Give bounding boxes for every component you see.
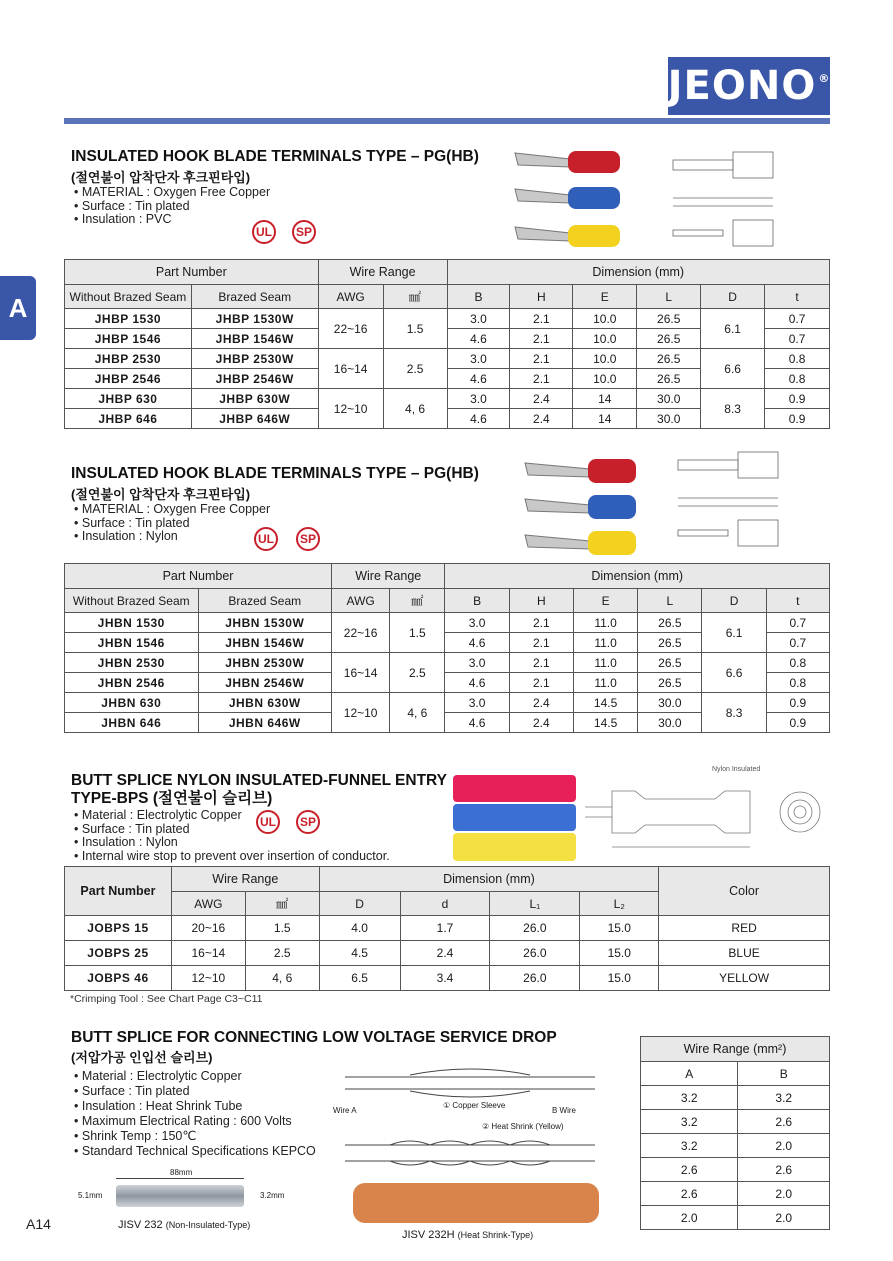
butt-splice-drawing (580, 775, 830, 855)
diameter-label-left: 5.1mm (78, 1191, 103, 1200)
wire-range-table: Wire Range (mm²) A B 3.2 3.2 3.2 2.6 3.2 2.0 2.6 2.6 2.6 2.0 2.0 2.0 (640, 1036, 830, 1230)
hook-terminal-photos (510, 145, 630, 255)
jisv232-caption: JISV 232 (Non-Insulated-Type) (118, 1219, 251, 1231)
section1-table: Part Number Wire Range Dimension (mm) Without Brazed Seam Brazed Seam AWG ㎟ B H E L D t JHBP 1530 JHBP 1530W 22~16 1.5 3.0 2.1 10.0 26.5 6.1 0.7 JHBP 1546 JHBP 1546W 4.6 2.1 10.0 26.5 0.7 JHBP 2530 JHBP 2530W 16~14 2.5 3.0 2.1 10.0 26.5 6.6 0.8 JHBP 2546 JHBP 2546W 4.6 2.1 10.0 26.5 0.8 JHBP 630 JHBP 630W 12~10 4, 6 3.0 2.4 14 30.0 8.3 0.9 JHBP 646 JHBP 646W 4.6 2.4 14 30.0 0.9 (64, 259, 830, 429)
section3-table: Part Number Wire Range Dimension (mm) Color AWG ㎟ D d L₁ L₂ JOBPS 15 20~16 1.5 4.0 1.7 26.0 15.0 RED JOBPS 25 16~14 2.5 4.5 2.4 26.0 15.0 BLUE JOBPS 46 12~10 4, 6 6.5 3.4 26.0 15.0 YELLOW (64, 866, 830, 991)
section2-specs: • MATERIAL : Oxygen Free Copper • Surface : Tin plated • Insulation : Nylon (74, 503, 270, 544)
section2-table: Part Number Wire Range Dimension (mm) Without Brazed Seam Brazed Seam AWG ㎟ B H E L D t JHBN 1530 JHBN 1530W 22~16 1.5 3.0 2.1 11.0 26.5 6.1 0.7 JHBN 1546 JHBN 1546W 4.6 2.1 11.0 26.5 0.7 JHBN 2530 JHBN 2530W 16~14 2.5 3.0 2.1 11.0 26.5 6.6 0.8 JHBN 2546 JHBN 2546W 4.6 2.1 11.0 26.5 0.8 JHBN 630 JHBN 630W 12~10 4, 6 3.0 2.4 14.5 30.0 8.3 0.9 JHBN 646 JHBN 646W 4.6 2.4 14.5 30.0 0.9 (64, 563, 830, 733)
section4-title: BUTT SPLICE FOR CONNECTING LOW VOLTAGE SERVICE DROP (71, 1029, 557, 1046)
table-row: 2.0 2.0 (641, 1206, 830, 1230)
table-row: 2.6 2.6 (641, 1158, 830, 1182)
ul-cert-icon: UL (254, 527, 278, 551)
terminal-yellow (515, 225, 620, 247)
heat-shrink-photo (353, 1183, 599, 1223)
csa-cert-icon: SP (296, 527, 320, 551)
crimping-tool-note: *Crimping Tool : See Chart Page C3~C11 (70, 993, 263, 1005)
hook-terminal-photos (520, 455, 640, 560)
hook-terminal-drawing (670, 440, 800, 555)
service-drop-diagram (330, 1065, 610, 1180)
csa-cert-icon: SP (296, 810, 320, 834)
table-row: JOBPS 46 12~10 4, 6 6.5 3.4 26.0 15.0 YELLOW (65, 966, 830, 991)
page-number: A14 (26, 1216, 51, 1232)
section-tab: A (0, 276, 36, 340)
csa-cert-icon: SP (292, 220, 316, 244)
terminal-blue (515, 187, 620, 209)
section1-korean: (절연불이 압착단자 후크핀타입) (71, 170, 251, 185)
butt-splice-photos (453, 775, 576, 863)
table-row: JHBP 1530 JHBP 1530W 22~16 1.5 3.0 2.1 10.0 26.5 6.1 0.7 (65, 309, 830, 329)
section3-specs: • Material : Electrolytic Copper • Surface : Tin plated • Insulation : Nylon • Internal wire stop to prevent over insertion of conductor. (74, 809, 390, 863)
section1-specs: • MATERIAL : Oxygen Free Copper • Surface : Tin plated • Insulation : PVC (74, 186, 270, 227)
table-row: JHBN 1530 JHBN 1530W 22~16 1.5 3.0 2.1 11.0 26.5 6.1 0.7 (65, 613, 830, 633)
table-row: 3.2 2.6 (641, 1110, 830, 1134)
section1-title: INSULATED HOOK BLADE TERMINALS TYPE – PG(HB) (71, 148, 479, 165)
section4-korean: (저압가공 인입선 슬리브) (71, 1050, 213, 1065)
diameter-label-right: 3.2mm (260, 1191, 285, 1200)
table-row: JHBN 2530 JHBN 2530W 16~14 2.5 3.0 2.1 11.0 26.5 6.6 0.8 (65, 653, 830, 673)
section4-specs: • Material : Electrolytic Copper • Surface : Tin plated • Insulation : Heat Shrink Tube • Maximum Electrical Rating : 600 Volts • Shrink Temp : 150℃ • Standard Technical Specifications KEPCO (74, 1069, 316, 1159)
ul-cert-icon: UL (252, 220, 276, 244)
wire-b-label: B Wire (552, 1106, 576, 1115)
heat-shrink-label: ② Heat Shrink (Yellow) (482, 1122, 564, 1131)
table-row: JHBN 2546 JHBN 2546W 4.6 2.1 11.0 26.5 0.8 (65, 673, 830, 693)
table-row: JHBN 646 JHBN 646W 4.6 2.4 14.5 30.0 0.9 (65, 713, 830, 733)
ul-cert-icon: UL (256, 810, 280, 834)
section2-korean: (절연불이 압착단자 후크핀타입) (71, 487, 251, 502)
wire-a-label: Wire A (333, 1106, 357, 1115)
table-row: 2.6 2.0 (641, 1182, 830, 1206)
section3-title-line2: TYPE-BPS (절연불이 슬리브) (71, 790, 273, 807)
table-row: 3.2 2.0 (641, 1134, 830, 1158)
length-label: 88mm (170, 1168, 193, 1177)
table-row: JHBP 630 JHBP 630W 12~10 4, 6 3.0 2.4 14 30.0 8.3 0.9 (65, 389, 830, 409)
table-row: JHBP 1546 JHBP 1546W 4.6 2.1 10.0 26.5 0.7 (65, 329, 830, 349)
copper-sleeve-label: ① Copper Sleeve (443, 1101, 506, 1110)
copper-sleeve-photo (116, 1185, 244, 1207)
table-row: JHBP 2546 JHBP 2546W 4.6 2.1 10.0 26.5 0.8 (65, 369, 830, 389)
header-rule (64, 118, 830, 124)
jisv232h-caption: JISV 232H (Heat Shrink-Type) (402, 1229, 534, 1241)
brand-logo: JEONO ® (668, 57, 830, 115)
length-dimension-line (116, 1178, 244, 1179)
table-row: JHBP 2530 JHBP 2530W 16~14 2.5 3.0 2.1 10.0 26.5 6.6 0.8 (65, 349, 830, 369)
table-row: JHBP 646 JHBP 646W 4.6 2.4 14 30.0 0.9 (65, 409, 830, 429)
table-row: JHBN 630 JHBN 630W 12~10 4, 6 3.0 2.4 14.5 30.0 8.3 0.9 (65, 693, 830, 713)
table-row: JHBN 1546 JHBN 1546W 4.6 2.1 11.0 26.5 0.7 (65, 633, 830, 653)
section2-title: INSULATED HOOK BLADE TERMINALS TYPE – PG(HB) (71, 465, 479, 482)
diagram-label: Nylon Insulated (712, 766, 761, 773)
hook-terminal-drawing (665, 138, 795, 258)
table-row: 3.2 3.2 (641, 1086, 830, 1110)
section3-title: BUTT SPLICE NYLON INSULATED-FUNNEL ENTRY (71, 772, 448, 789)
table-row: JOBPS 15 20~16 1.5 4.0 1.7 26.0 15.0 RED (65, 916, 830, 941)
terminal-red (515, 151, 620, 173)
table-row: JOBPS 25 16~14 2.5 4.5 2.4 26.0 15.0 BLUE (65, 941, 830, 966)
